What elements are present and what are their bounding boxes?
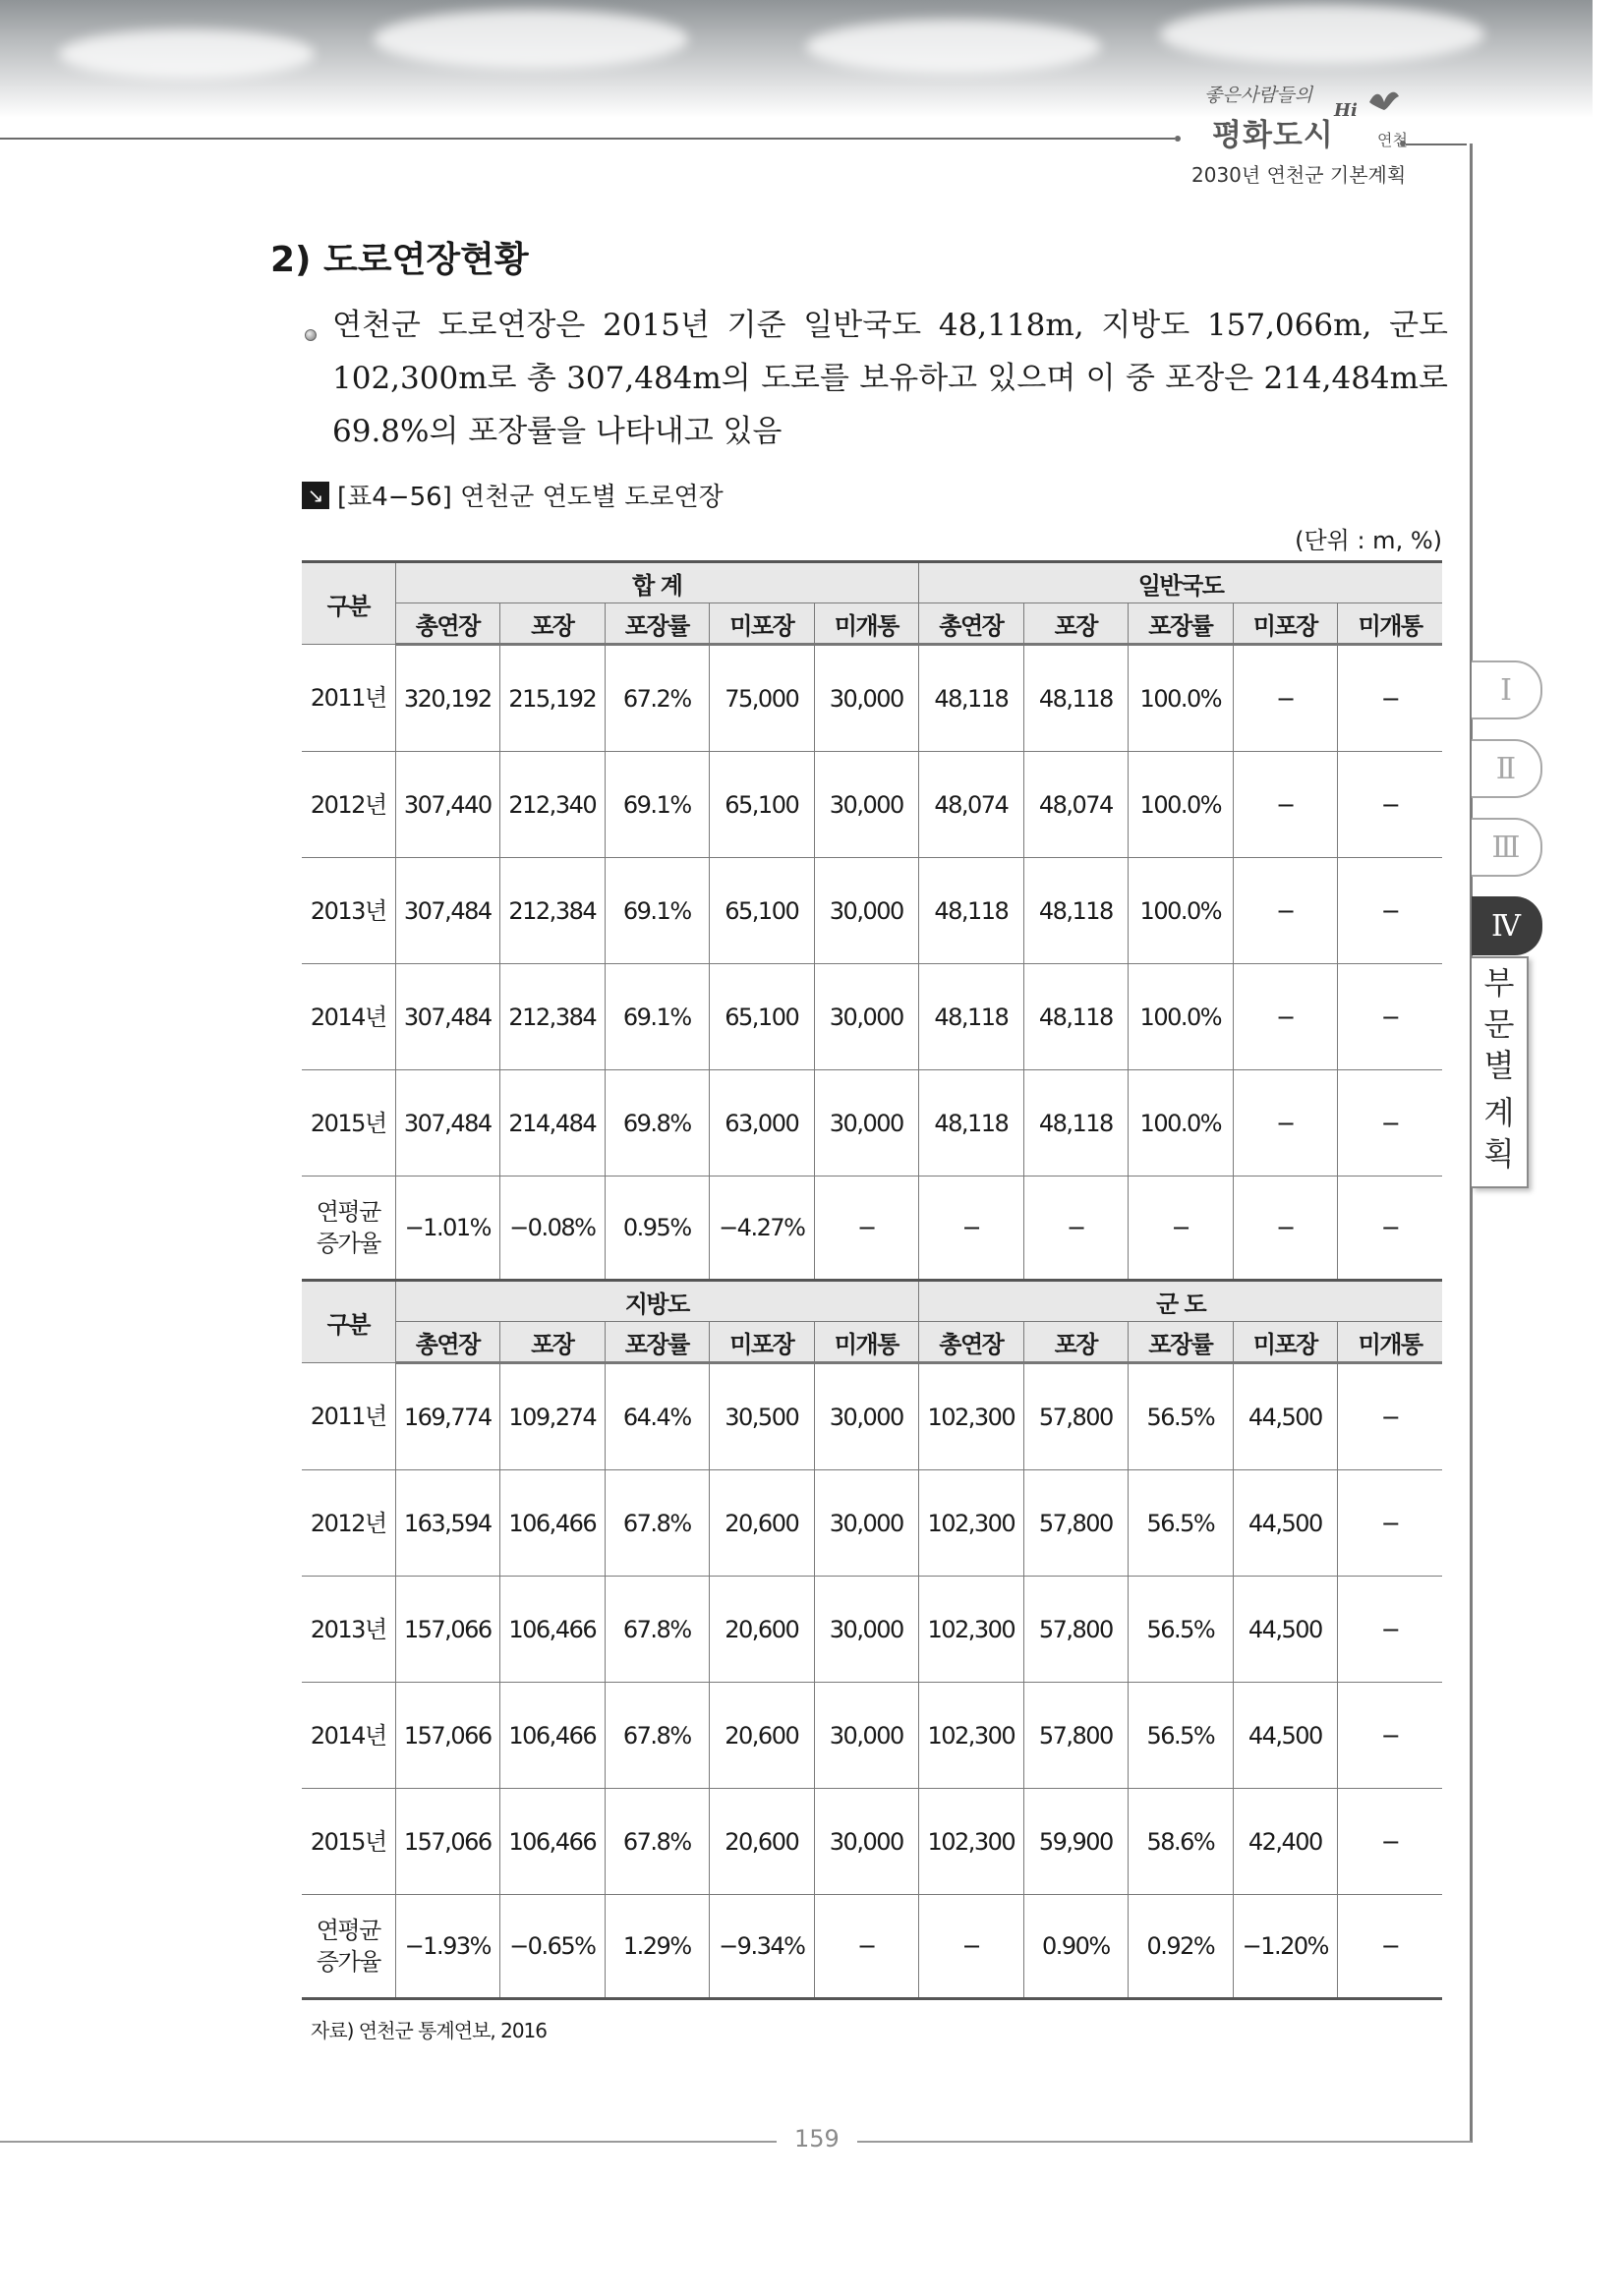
row-label-line: 연평균 <box>316 1198 380 1226</box>
table-cell: 215,192 <box>500 645 606 752</box>
col-header: 총연장 <box>919 603 1024 645</box>
table-cell: − <box>814 1895 919 1999</box>
table-cell: 100.0% <box>1129 752 1234 858</box>
group-header: 합 계 <box>395 562 919 603</box>
table-section-1 <box>302 562 1442 645</box>
table-row <box>302 645 1442 752</box>
table-cell: − <box>919 1895 1024 1999</box>
chapter-tab-3[interactable]: Ⅲ <box>1472 818 1542 877</box>
table-cell: 42,400 <box>1233 1789 1338 1895</box>
row-label: 2014년 <box>302 1683 395 1789</box>
chapter-tab-2[interactable]: Ⅱ <box>1472 739 1542 798</box>
table-cell: 20,600 <box>710 1683 815 1789</box>
table-row <box>302 1363 1442 1470</box>
table-cell: −0.65% <box>500 1895 606 1999</box>
table-cell: 48,118 <box>1023 1070 1129 1177</box>
table-cell: 69.8% <box>605 1070 710 1177</box>
table-row <box>302 1177 1442 1281</box>
table-cell: 56.5% <box>1129 1683 1234 1789</box>
table-cell: −1.20% <box>1233 1895 1338 1999</box>
table-cell: 64.4% <box>605 1363 710 1470</box>
table-cell: 157,066 <box>395 1683 500 1789</box>
table-cell: 30,000 <box>814 752 919 858</box>
table-cell: 48,118 <box>1023 964 1129 1070</box>
col-header: 미포장 <box>1233 1322 1338 1363</box>
row-label: 2014년 <box>302 964 395 1070</box>
footer-rule <box>0 2141 1472 2143</box>
table-cell: 30,000 <box>814 1789 919 1895</box>
table-cell: −1.93% <box>395 1895 500 1999</box>
col-header: 미포장 <box>1233 603 1338 645</box>
table-cell: − <box>1338 1070 1443 1177</box>
table-cell: 0.92% <box>1129 1895 1234 1999</box>
row-label-line: 연평균 <box>316 1917 380 1944</box>
chapter-tab-1[interactable]: Ⅰ <box>1472 660 1542 719</box>
col-header: 포장률 <box>1129 1322 1234 1363</box>
col-header: 포장률 <box>605 603 710 645</box>
table-cell: 307,484 <box>395 1070 500 1177</box>
corner-label: 구분 <box>302 562 395 645</box>
table-cell: 59,900 <box>1023 1789 1129 1895</box>
group-header: 군 도 <box>919 1281 1443 1322</box>
table-body-2 <box>302 1363 1442 1999</box>
table-cell: 106,466 <box>500 1683 606 1789</box>
table-cell: −9.34% <box>710 1895 815 1999</box>
table-cell: 106,466 <box>500 1577 606 1683</box>
table-cell: 0.95% <box>605 1177 710 1281</box>
header-rule <box>0 138 1175 140</box>
table-cell: − <box>1338 1895 1443 1999</box>
bird-icon <box>1367 88 1401 118</box>
side-label-char: 계 <box>1483 1094 1515 1131</box>
table-cell: 48,074 <box>1023 752 1129 858</box>
table-cell: − <box>1233 964 1338 1070</box>
row-label: 2013년 <box>302 858 395 964</box>
table-caption <box>302 477 724 513</box>
table-cell: 57,800 <box>1023 1363 1129 1470</box>
table-cell: 57,800 <box>1023 1683 1129 1789</box>
table-cell: 214,484 <box>500 1070 606 1177</box>
col-header: 총연장 <box>919 1322 1024 1363</box>
table-cell: 102,300 <box>919 1470 1024 1577</box>
table-cell: 212,340 <box>500 752 606 858</box>
table-cell: − <box>1233 645 1338 752</box>
row-label-line: 증가율 <box>316 1230 380 1257</box>
table-cell: 30,000 <box>814 964 919 1070</box>
table-caption-text: [표4−56] 연천군 연도별 도로연장 <box>337 483 724 512</box>
section-paragraph: 연천군 도로연장은 2015년 기준 일반국도 48,118m, 지방도 157,066m, 군도 102,300m로 총 307,484m의 도로를 보유하고 있으며 이 중 포장은 214,484m로 69.8%의 포장률을 나타내고 있음 <box>332 308 1448 449</box>
col-header: 미포장 <box>710 1322 815 1363</box>
plan-name: 2030년 연천군 기본계획 <box>1191 163 1407 187</box>
table-cell: 307,484 <box>395 858 500 964</box>
table-cell: − <box>1233 858 1338 964</box>
table-cell: 0.90% <box>1023 1895 1129 1999</box>
row-label: 2012년 <box>302 1470 395 1577</box>
table-cell: 65,100 <box>710 858 815 964</box>
table-body-1 <box>302 645 1442 1281</box>
table-cell: 320,192 <box>395 645 500 752</box>
table-cell: 57,800 <box>1023 1577 1129 1683</box>
table-cell: 100.0% <box>1129 964 1234 1070</box>
table-cell: 63,000 <box>710 1070 815 1177</box>
table-cell: 30,000 <box>814 1683 919 1789</box>
col-header: 미개통 <box>814 603 919 645</box>
table-cell: 163,594 <box>395 1470 500 1577</box>
table-cell: 307,440 <box>395 752 500 858</box>
table-cell: − <box>1233 752 1338 858</box>
col-header: 미개통 <box>814 1322 919 1363</box>
table-cell: − <box>1338 1177 1443 1281</box>
city-logo: 좋은사람들의 평화도시 Hi 연천 <box>1204 85 1408 153</box>
col-header: 포장 <box>500 1322 606 1363</box>
table-cell: 100.0% <box>1129 858 1234 964</box>
arrow-down-right-icon: ↘ <box>302 482 329 509</box>
col-header: 포장 <box>500 603 606 645</box>
table-cell: 20,600 <box>710 1470 815 1577</box>
table-cell: 48,118 <box>1023 645 1129 752</box>
side-label-char: 별 <box>1483 1047 1515 1084</box>
col-header: 포장 <box>1023 603 1129 645</box>
table-cell: − <box>1338 1683 1443 1789</box>
table-cell: 30,000 <box>814 858 919 964</box>
header-dot-left <box>1175 136 1181 142</box>
row-label <box>302 1177 395 1281</box>
table-cell: − <box>1338 1470 1443 1577</box>
table-cell: 56.5% <box>1129 1470 1234 1577</box>
section-title: 2) 도로연장현황 <box>270 240 529 280</box>
col-header: 미개통 <box>1338 603 1443 645</box>
table-cell: − <box>1023 1177 1129 1281</box>
table-cell: 100.0% <box>1129 1070 1234 1177</box>
table-cell: 67.8% <box>605 1789 710 1895</box>
table-cell: − <box>1338 964 1443 1070</box>
table-row <box>302 1895 1442 1999</box>
table-cell: 48,118 <box>919 858 1024 964</box>
table-cell: 48,118 <box>919 645 1024 752</box>
row-label: 2012년 <box>302 752 395 858</box>
table-row <box>302 858 1442 964</box>
table-cell: 212,384 <box>500 858 606 964</box>
table-source: 자료) 연천군 통계연보, 2016 <box>311 2019 548 2042</box>
table-cell: 30,000 <box>814 1363 919 1470</box>
table-cell: − <box>1338 1577 1443 1683</box>
page-number: 159 <box>777 2125 857 2152</box>
group-header: 지방도 <box>395 1281 919 1322</box>
table-cell: 65,100 <box>710 964 815 1070</box>
bullet-icon <box>305 329 317 341</box>
table-cell: 30,000 <box>814 645 919 752</box>
table-cell: −0.08% <box>500 1177 606 1281</box>
table-cell: 1.29% <box>605 1895 710 1999</box>
table-cell: − <box>1233 1177 1338 1281</box>
table-cell: 56.5% <box>1129 1363 1234 1470</box>
table-cell: 102,300 <box>919 1577 1024 1683</box>
table-cell: 67.8% <box>605 1577 710 1683</box>
table-cell: 48,118 <box>919 964 1024 1070</box>
side-label-char: 획 <box>1483 1135 1515 1173</box>
table-cell: 69.1% <box>605 858 710 964</box>
table-row <box>302 752 1442 858</box>
table-row <box>302 1070 1442 1177</box>
table-cell: 75,000 <box>710 645 815 752</box>
table-cell: 69.1% <box>605 964 710 1070</box>
table-cell: − <box>814 1177 919 1281</box>
table-cell: − <box>1338 645 1443 752</box>
col-header: 총연장 <box>395 603 500 645</box>
table-cell: 67.8% <box>605 1683 710 1789</box>
table-cell: 106,466 <box>500 1789 606 1895</box>
table-cell: 69.1% <box>605 752 710 858</box>
row-label: 2011년 <box>302 645 395 752</box>
table-cell: − <box>1338 752 1443 858</box>
chapter-tab-4[interactable]: Ⅳ <box>1472 896 1542 955</box>
table-cell: − <box>1338 1363 1443 1470</box>
table-cell: 30,000 <box>814 1070 919 1177</box>
table-cell: 48,074 <box>919 752 1024 858</box>
table-cell: − <box>1129 1177 1234 1281</box>
table-cell: 48,118 <box>919 1070 1024 1177</box>
table-cell: −1.01% <box>395 1177 500 1281</box>
row-label: 2015년 <box>302 1789 395 1895</box>
table-section-2 <box>302 1281 1442 1363</box>
table-cell: 102,300 <box>919 1683 1024 1789</box>
row-label <box>302 1895 395 1999</box>
table-row <box>302 1470 1442 1577</box>
table-cell: −4.27% <box>710 1177 815 1281</box>
table-cell: 106,466 <box>500 1470 606 1577</box>
col-header: 포장률 <box>605 1322 710 1363</box>
row-label: 2013년 <box>302 1577 395 1683</box>
table-row <box>302 1577 1442 1683</box>
row-label: 2011년 <box>302 1363 395 1470</box>
table-cell: 58.6% <box>1129 1789 1234 1895</box>
table-cell: − <box>1338 858 1443 964</box>
table-cell: 67.8% <box>605 1470 710 1577</box>
table-cell: 57,800 <box>1023 1470 1129 1577</box>
table-cell: − <box>919 1177 1024 1281</box>
table-cell: 109,274 <box>500 1363 606 1470</box>
table-cell: 169,774 <box>395 1363 500 1470</box>
table-cell: 44,500 <box>1233 1363 1338 1470</box>
table-cell: 44,500 <box>1233 1470 1338 1577</box>
row-label-line: 증가율 <box>316 1948 380 1976</box>
table-row <box>302 964 1442 1070</box>
table-cell: 67.2% <box>605 645 710 752</box>
table-cell: 157,066 <box>395 1577 500 1683</box>
table-row <box>302 1683 1442 1789</box>
table-cell: − <box>1233 1070 1338 1177</box>
table-cell: 30,500 <box>710 1363 815 1470</box>
table-cell: 48,118 <box>1023 858 1129 964</box>
col-header: 미개통 <box>1338 1322 1443 1363</box>
table-cell: 44,500 <box>1233 1577 1338 1683</box>
table-cell: 30,000 <box>814 1470 919 1577</box>
row-label: 2015년 <box>302 1070 395 1177</box>
table-cell: 44,500 <box>1233 1683 1338 1789</box>
corner-label: 구분 <box>302 1281 395 1363</box>
road-length-table <box>302 560 1442 2000</box>
col-header: 포장 <box>1023 1322 1129 1363</box>
side-label-char: 부 <box>1483 964 1515 1002</box>
chapter-side-label <box>1472 956 1529 1188</box>
table-unit: (단위 : m, %) <box>1295 527 1442 554</box>
table-cell: 102,300 <box>919 1789 1024 1895</box>
table-cell: − <box>1338 1789 1443 1895</box>
group-header: 일반국도 <box>919 562 1443 603</box>
col-header: 미포장 <box>710 603 815 645</box>
side-label-char: 문 <box>1483 1005 1515 1043</box>
table-cell: 102,300 <box>919 1363 1024 1470</box>
table-row <box>302 1789 1442 1895</box>
col-header: 총연장 <box>395 1322 500 1363</box>
table-cell: 56.5% <box>1129 1577 1234 1683</box>
table-cell: 30,000 <box>814 1577 919 1683</box>
table-cell: 100.0% <box>1129 645 1234 752</box>
table-cell: 20,600 <box>710 1789 815 1895</box>
table-cell: 212,384 <box>500 964 606 1070</box>
table-cell: 307,484 <box>395 964 500 1070</box>
col-header: 포장률 <box>1129 603 1234 645</box>
table-cell: 65,100 <box>710 752 815 858</box>
table-cell: 20,600 <box>710 1577 815 1683</box>
table-cell: 157,066 <box>395 1789 500 1895</box>
